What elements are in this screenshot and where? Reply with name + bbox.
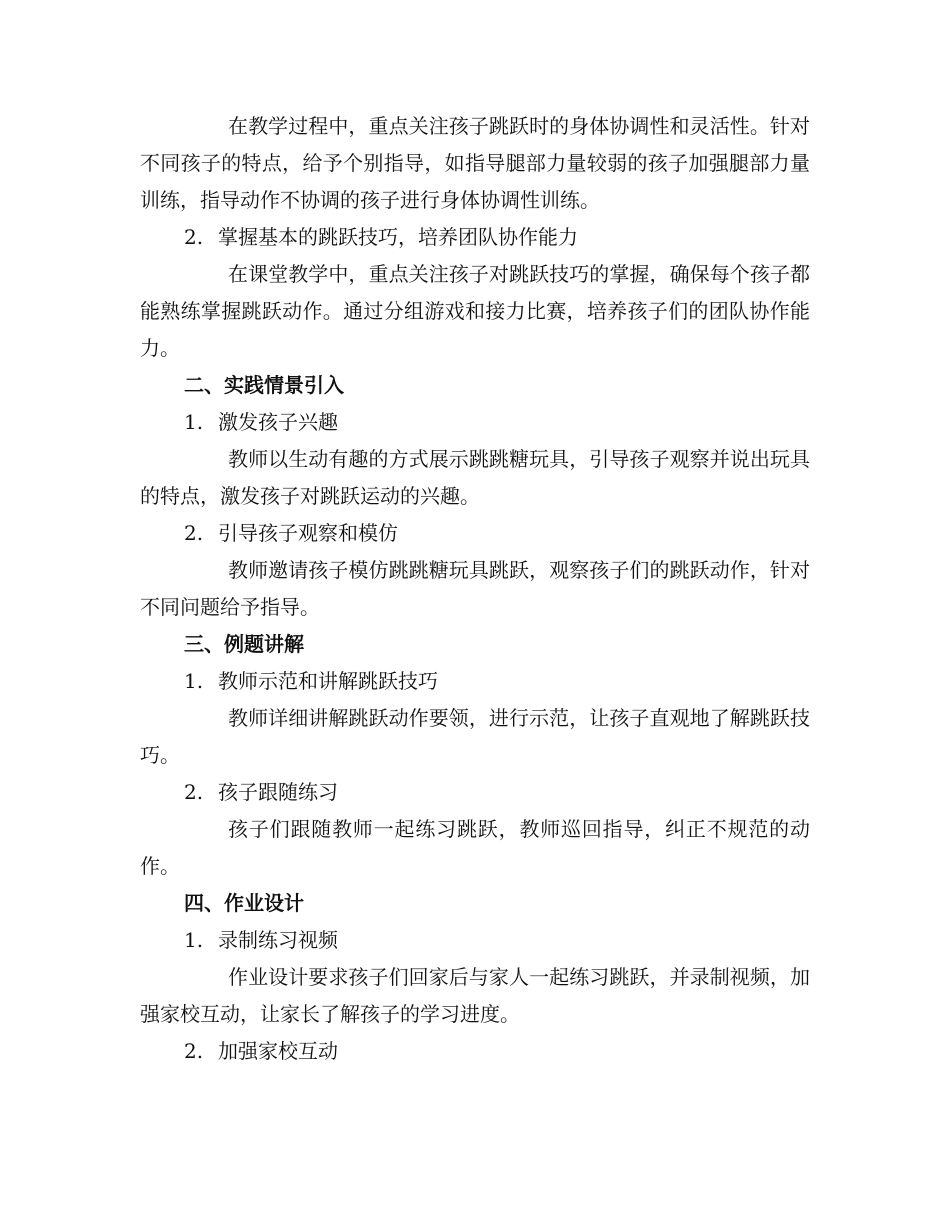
list-number: 1. — [184, 669, 204, 693]
section-heading-practice-intro: 二、实践情景引入 — [184, 373, 344, 397]
paragraph-show-toy: 教师以生动有趣的方式展示跳跳糖玩具，引导孩子观察并说出玩具的特点，激发孩子对跳跃运动的兴趣。 — [140, 447, 810, 508]
list-item-stimulate-interest — [184, 404, 810, 441]
list-item-text: 激发孩子兴趣 — [218, 410, 338, 434]
section-heading-homework-design: 四、作业设计 — [184, 891, 304, 915]
list-number: 1. — [184, 410, 204, 434]
paragraph-imitate-toy: 教师邀请孩子模仿跳跳糖玩具跳跃，观察孩子们的跳跃动作，针对不同问题给予指导。 — [140, 558, 810, 619]
list-item-teacher-demo — [184, 663, 810, 700]
list-number: 1. — [184, 928, 204, 952]
paragraph-teacher-explains: 教师详细讲解跳跃动作要领，进行示范，让孩子直观地了解跳跃技巧。 — [140, 706, 810, 767]
list-item-text: 加强家校互动 — [218, 1039, 338, 1063]
list-number: 2. — [184, 1039, 204, 1063]
list-number: 2. — [184, 521, 204, 545]
list-item-text: 孩子跟随练习 — [218, 780, 338, 804]
list-number: 2. — [184, 780, 204, 804]
paragraph-classroom-teaching: 在课堂教学中，重点关注孩子对跳跃技巧的掌握，确保每个孩子都能熟练掌握跳跃动作。通过分组游戏和接力比赛，培养孩子们的团队协作能力。 — [140, 262, 810, 360]
paragraph-homework: 作业设计要求孩子们回家后与家人一起练习跳跃，并录制视频，加强家校互动，让家长了解孩子的学习进度。 — [140, 965, 810, 1026]
section-heading-example-explanation: 三、例题讲解 — [184, 632, 304, 656]
list-item-follow-practice — [184, 774, 810, 811]
paragraph-body-coordination: 在教学过程中，重点关注孩子跳跃时的身体协调性和灵活性。针对不同孩子的特点，给予个别指导，如指导腿部力量较弱的孩子加强腿部力量训练，指导动作不协调的孩子进行身体协调性训练。 — [140, 114, 810, 212]
list-item-text: 教师示范和讲解跳跃技巧 — [218, 669, 438, 693]
list-item-text: 掌握基本的跳跃技巧，培养团队协作能力 — [218, 225, 578, 249]
list-item-record-video — [184, 922, 810, 959]
list-item-home-school — [184, 1033, 810, 1070]
paragraph-children-practice: 孩子们跟随教师一起练习跳跃，教师巡回指导，纠正不规范的动作。 — [140, 817, 810, 878]
list-item-observe-imitate — [184, 515, 810, 552]
list-item-text: 录制练习视频 — [218, 928, 338, 952]
list-number: 2. — [184, 225, 204, 249]
list-item-jump-skills — [184, 219, 810, 256]
list-item-text: 引导孩子观察和模仿 — [218, 521, 398, 545]
